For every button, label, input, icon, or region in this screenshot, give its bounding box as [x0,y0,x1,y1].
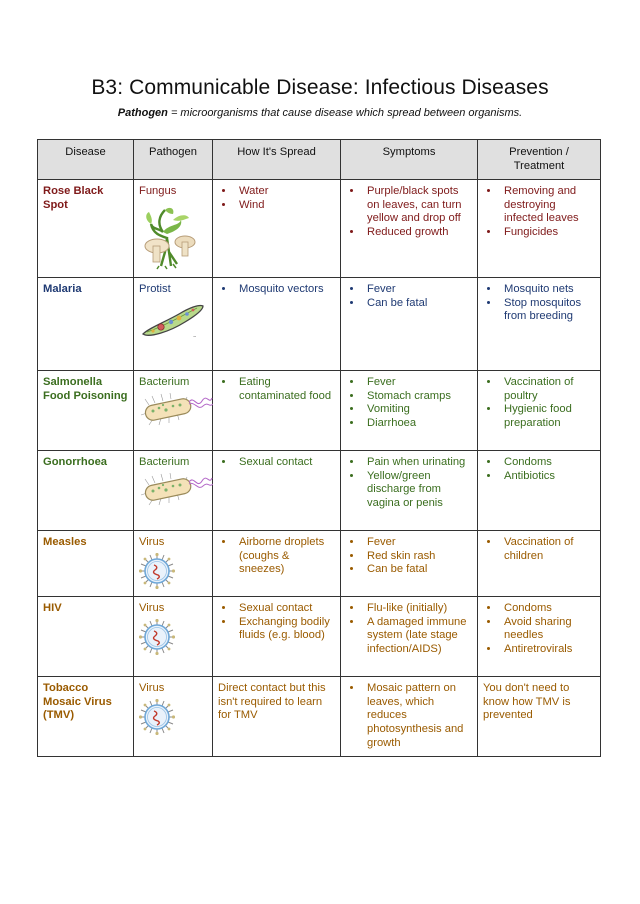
pathogen-type: Virus [139,536,165,549]
list-item: • Red skin rash [363,550,472,564]
list-item: • Eating contaminated food [235,376,335,403]
disease-table [37,139,601,757]
list-item: • Flu-like (initially) [363,602,472,616]
header-disease: Disease [38,140,134,180]
list-item: • Vaccination of children [500,536,595,563]
prevention-list [483,602,595,656]
prevention-cell: You don't need to know how TMV is prevented [478,677,601,757]
pathogen-cell [134,597,213,677]
spread-list [218,456,335,470]
spread-cell [213,531,341,597]
list-item: • Pain when urinating [363,456,472,470]
table-row [38,180,601,278]
symptoms-list [346,185,472,239]
prevention-cell [478,531,601,597]
disease-name: Malaria [38,278,134,371]
pathogen-term: Pathogen [117,107,168,119]
header-pathogen: Pathogen [134,140,213,180]
symptoms-list [346,376,472,430]
table-row [38,677,601,757]
list-item: • Wind [235,199,335,213]
header-spread: How It's Spread [213,140,341,180]
spread-list [218,602,335,643]
table-row [38,531,601,597]
symptoms-cell [341,531,478,597]
list-item: • A damaged immune system (late stage infection/AIDS) [363,616,472,657]
symptoms-cell [341,597,478,677]
pathogen-type: Bacterium [139,376,190,389]
prevention-cell [478,451,601,531]
list-item: • Condoms [500,602,595,616]
list-item: • Diarrhoea [363,417,472,431]
list-item: • Can be fatal [363,297,472,311]
list-item: • Can be fatal [363,563,472,577]
prevention-cell [478,180,601,278]
spread-cell [213,597,341,677]
pathogen-type: Virus [139,682,165,695]
disease-name: Salmonella Food Poisoning [38,371,134,451]
svg-text:~: ~ [193,333,197,339]
list-item: • Antibiotics [500,470,595,484]
list-item: • Exchanging bodily fluids (e.g. blood) [235,616,335,643]
list-item: • Fungicides [500,226,595,240]
pathogen-definition-text: = microorganisms that cause disease which spread between organisms. [167,107,523,119]
list-item: • Removing and destroying infected leaves [500,185,595,226]
prevention-list [483,185,595,239]
symptoms-cell [341,451,478,531]
header-prevention: Prevention / Treatment [478,140,601,180]
disease-name: Gonorrhoea [38,451,134,531]
prevention-cell [478,278,601,371]
disease-name: Measles [38,531,134,597]
table-header-row [38,140,601,180]
pathogen-cell [134,451,213,531]
spread-cell [213,451,341,531]
symptoms-list [346,456,472,510]
list-item: • Reduced growth [363,226,472,240]
table-row [38,371,601,451]
list-item: • Vaccination of poultry [500,376,595,403]
list-item: • Airborne droplets (coughs & sneezes) [235,536,335,577]
list-item: • Hygienic food preparation [500,403,595,430]
spread-cell [213,180,341,278]
symptoms-list [346,536,472,577]
spread-list [218,536,335,577]
bacterium-icon [139,473,213,507]
list-item: • Fever [363,536,472,550]
pathogen-cell [134,531,213,597]
fungus-icon [139,202,201,270]
list-item: • Stop mosquitos from breeding [500,297,595,324]
prevention-cell [478,597,601,677]
list-item: • Avoid sharing needles [500,616,595,643]
pathogen-type: Fungus [139,185,177,198]
list-item: • Antiretrovirals [500,643,595,657]
list-item: • Condoms [500,456,595,470]
pathogen-cell [134,278,213,371]
list-item: • Fever [363,283,472,297]
spread-cell [213,278,341,371]
list-item: • Mosaic pattern on leaves, which reduces photosynthesis and growth [363,682,472,750]
header-symptoms: Symptoms [341,140,478,180]
symptoms-list [346,602,472,656]
virus-icon [139,553,175,589]
virus-icon [139,619,175,655]
list-item: • Water [235,185,335,199]
spread-cell: Direct contact but this isn't required to learn for TMV [213,677,341,757]
list-item: • Purple/black spots on leaves, can turn yellow and drop off [363,185,472,226]
prevention-list [483,376,595,430]
virus-icon [139,699,175,735]
prevention-list [483,456,595,483]
pathogen-cell [134,180,213,278]
spread-list [218,376,335,403]
bacterium-icon [139,393,213,427]
prevention-list [483,536,595,563]
pathogen-definition [0,107,640,119]
symptoms-cell [341,371,478,451]
spread-cell [213,371,341,451]
symptoms-cell [341,278,478,371]
pathogen-type: Bacterium [139,456,190,469]
protist-icon [139,300,207,340]
list-item: • Mosquito vectors [235,283,335,297]
prevention-list [483,283,595,324]
symptoms-cell [341,677,478,757]
list-item: • Sexual contact [235,456,335,470]
spread-list [218,185,335,212]
symptoms-list [346,283,472,310]
list-item: • Fever [363,376,472,390]
pathogen-type: Virus [139,602,165,615]
list-item: • Stomach cramps [363,390,472,404]
pathogen-cell [134,677,213,757]
spread-list [218,283,335,297]
disease-name: Rose Black Spot [38,180,134,278]
pathogen-type: Protist [139,283,171,296]
pathogen-cell [134,371,213,451]
disease-name: Tobacco Mosaic Virus (TMV) [38,677,134,757]
list-item: • Yellow/green discharge from vagina or penis [363,470,472,511]
list-item: • Mosquito nets [500,283,595,297]
table-row [38,597,601,677]
prevention-cell [478,371,601,451]
symptoms-list [346,682,472,750]
list-item: • Vomiting [363,403,472,417]
table-row [38,278,601,371]
table-row [38,451,601,531]
page-title: B3: Communicable Disease: Infectious Diseases [91,76,549,99]
disease-name: HIV [38,597,134,677]
symptoms-cell [341,180,478,278]
list-item: • Sexual contact [235,602,335,616]
